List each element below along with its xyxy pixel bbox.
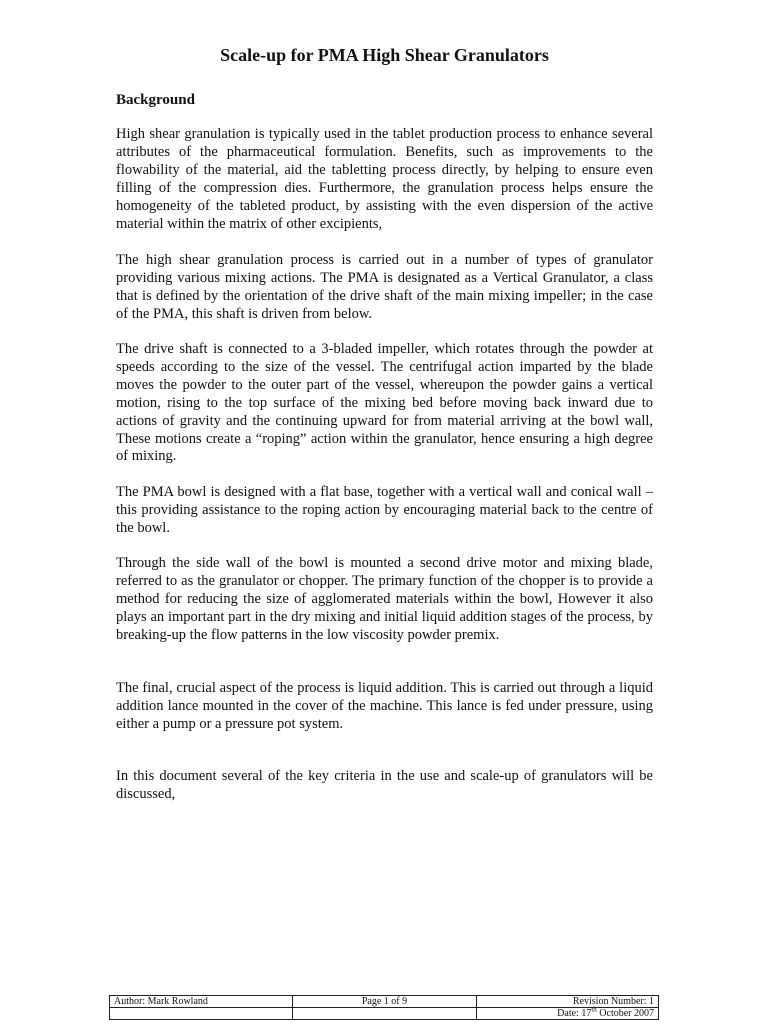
footer-revision: Revision Number: 1 <box>476 996 658 1008</box>
footer-page-number: Page 1 of 9 <box>293 996 476 1008</box>
paragraph-6: The final, crucial aspect of the process is liquid addition. This is carried out through a liquid addition lance mounted in the cover of the machine. This lance is fed under pressure, using either a pump or a pressure pot system. <box>116 680 653 732</box>
paragraph-3: The drive shaft is connected to a 3-bladed impeller, which rotates through the powder at speeds according to the size of the vessel. The centrifugal action imparted by the blade moves the powder to the outer part of the vessel, whereupon the powder gains a vertical motion, rising to the top surface of the mixing bed before moving back inward due to actions of gravity and the continuing upward for from material arriving at the bowl wall, These motions create a “roping” action within the granulator, hence ensuring a high degree of mixing. <box>116 341 653 465</box>
section-heading-background: Background <box>116 92 195 108</box>
paragraph-2: The high shear granulation process is carried out in a number of types of granulator providing various mixing actions. The PMA is designated as a Vertical Granulator, a class that is defined by the orientation of the drive shaft of the main mixing impeller; in the case of the PMA, this shaft is driven from below. <box>116 252 653 322</box>
paragraph-4: The PMA bowl is designed with a flat base, together with a vertical wall and conical wall – this providing assistance to the roping action by encouraging material back to the centre of the bowl. <box>116 484 653 536</box>
footer-date-suffix: October 2007 <box>596 1008 654 1019</box>
paragraph-5: Through the side wall of the bowl is mounted a second drive motor and mixing blade, referred to as the granulator or chopper. The primary function of the chopper is to provide a method for reducing the size of agglomerated materials within the bowl, However it also plays an important part in the dry mixing and initial liquid addition stages of the process, by breaking-up the flow patterns in the low viscosity powder premix. <box>116 555 653 643</box>
footer-date-sup: th <box>591 1005 597 1014</box>
footer-empty-cell <box>293 1008 476 1020</box>
paragraph-7: In this document several of the key criteria in the use and scale-up of granulators will be discussed, <box>116 768 653 802</box>
page-footer <box>109 995 659 1020</box>
footer-date <box>476 1005 658 1020</box>
document-title: Scale-up for PMA High Shear Granulators <box>220 45 549 65</box>
footer-date-prefix: Date: 17 <box>557 1008 592 1019</box>
paragraph-1: High shear granulation is typically used in the tablet production process to enhance several attributes of the pharmaceutical formulation. Benefits, such as improvements to the flowability of the material, aid the tabletting process directly, by helping to ensure even filling of the compression dies. Furthermore, the granulation process helps ensure the homogeneity of the tableted product, by assisting with the even dispersion of the active material within the matrix of other excipients, <box>116 126 653 232</box>
footer-empty-cell <box>110 1008 293 1020</box>
footer-author: Author: Mark Rowland <box>110 996 293 1008</box>
